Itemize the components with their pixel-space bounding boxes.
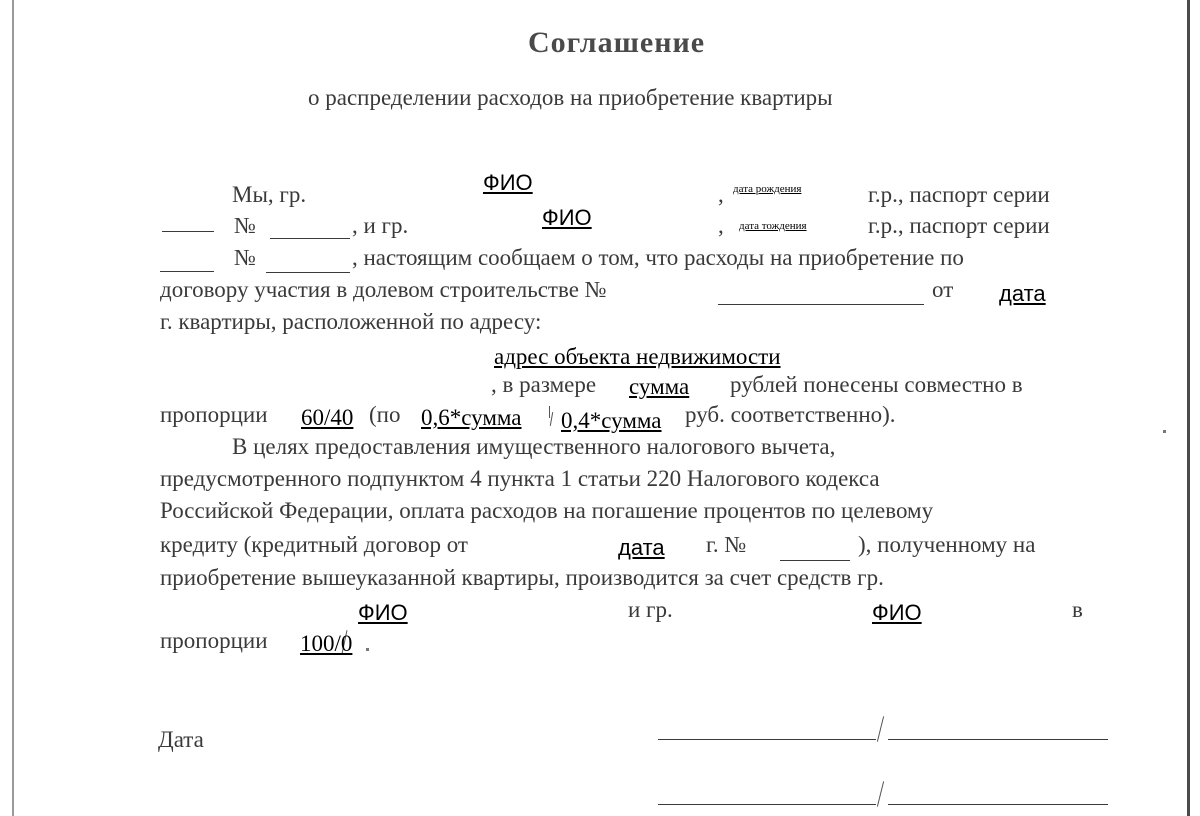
insert-fio-1: ФИО <box>483 170 533 195</box>
p2-line2: предусмотренного подпунктом 4 пункта 1 статьи 220 Налогового кодекса <box>160 466 880 491</box>
blank-passport-number-2 <box>266 272 350 273</box>
blank-credit-number <box>780 560 850 561</box>
signature-line-2b <box>888 804 1108 805</box>
p2-line5: приобретение вышеуказанной квартиры, производится за счет средств гр. <box>160 565 884 590</box>
blank-passport-series-1 <box>162 231 214 232</box>
insert-proportion: 60/40 <box>301 405 354 430</box>
p1-line2-no: № <box>234 213 256 238</box>
scan-speck <box>1163 430 1166 433</box>
insert-property-address: адрес объекта недвижимости <box>494 344 781 369</box>
insert-fio-2: ФИО <box>542 205 592 230</box>
p1-line7-size: , в размере <box>491 372 597 397</box>
p1-line2-comma: , <box>718 213 724 238</box>
document-subtitle: о распределении расходов на приобретение квартиры <box>308 85 833 110</box>
p1-line8-po: (по <box>369 402 401 427</box>
p1-line8-rub: руб. соответственно). <box>685 402 896 427</box>
p2-line6-and: и гр. <box>628 597 673 622</box>
footer-date-label: Дата <box>158 727 204 752</box>
insert-share-1: 0,6*сумма <box>421 405 522 430</box>
document-title: Соглашение <box>528 26 706 59</box>
dot-mark <box>366 648 369 651</box>
p1-line1-comma: , <box>718 182 724 207</box>
p1-line2-passport: г.р., паспорт серии <box>868 213 1050 238</box>
page-edge-right <box>1187 0 1190 816</box>
p1-line4-text: договору участия в долевом строительстве № <box>160 277 607 302</box>
p1-line1-passport: г.р., паспорт серии <box>868 182 1050 207</box>
p1-line4-from: от <box>932 277 954 302</box>
page-edge-left <box>12 0 14 816</box>
p1-line5-text: г. квартиры, расположенной по адресу: <box>160 309 542 334</box>
insert-proportion-2: 100/0 <box>300 631 353 656</box>
p2-line1: В целях предоставления имущественного налогового вычета, <box>232 434 836 459</box>
p1-line3-text: , настоящим сообщаем о том, что расходы на приобретение по <box>352 245 964 270</box>
insert-fio-4: ФИО <box>872 600 922 625</box>
insert-birthdate-1: дата рождения <box>733 183 802 195</box>
p2-line4-text: кредиту (кредитный договор от <box>160 532 468 557</box>
blank-contract-number <box>718 304 924 305</box>
signature-line-1a <box>658 739 876 740</box>
slash-mark-2 <box>550 412 553 426</box>
insert-birthdate-2: дата тождения <box>739 220 807 232</box>
p2-line3: Российской Федерации, оплата расходов на погашение процентов по целевому <box>160 498 934 523</box>
insert-share-2: 0,4*сумма <box>561 408 662 433</box>
signature-slash-2 <box>877 781 884 806</box>
insert-credit-date: дата <box>618 535 665 560</box>
p2-line4-no: г. № <box>706 532 747 557</box>
p1-line3-no: № <box>234 245 256 270</box>
p2-line7: пропорции <box>160 628 268 653</box>
p1-line2-and: , и гр. <box>352 213 409 238</box>
blank-passport-series-2 <box>160 271 214 272</box>
p2-line4-received: ), полученному на <box>858 532 1036 557</box>
slash-mark-1 <box>549 406 550 418</box>
p1-line7-rubles: рублей понесены совместно в <box>730 372 1023 397</box>
signature-line-1b <box>888 739 1108 740</box>
p2-line6-in: в <box>1072 597 1083 622</box>
p1-line8-proportion: пропорции <box>160 402 268 427</box>
blank-passport-number-1 <box>270 238 350 239</box>
insert-contract-date: дата <box>999 281 1046 306</box>
insert-fio-3: ФИО <box>358 600 408 625</box>
signature-slash-1 <box>877 716 884 741</box>
signature-line-2a <box>658 804 876 805</box>
insert-sum: сумма <box>629 374 690 399</box>
p1-line1-text: Мы, гр. <box>232 182 307 207</box>
